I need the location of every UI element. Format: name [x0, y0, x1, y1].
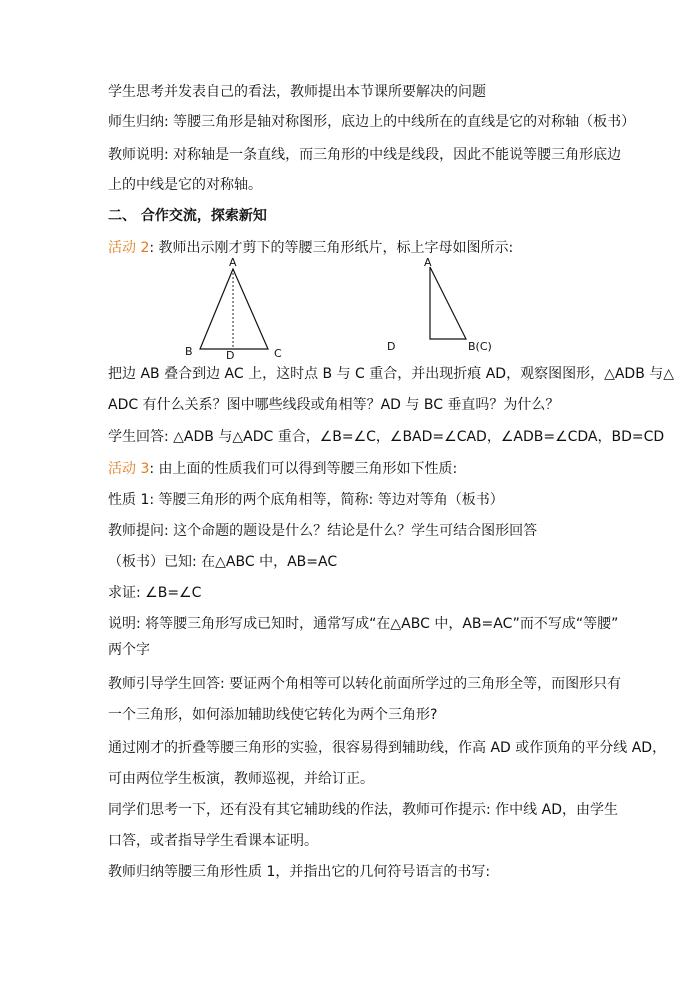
paragraph-line: 一个三角形，如何添加辅助线使它转化为两个三角形? [108, 707, 438, 723]
activity-3-line [108, 459, 457, 479]
paragraph-line: 教师引导学生回答: 要证两个角相等可以转化前面所学过的三角形全等，而图形只有 [108, 676, 622, 692]
vertex-label-bc: B(C) [468, 340, 492, 353]
paragraph-line: 学生回答: △ADB 与△ADC 重合，∠B=∠C，∠BAD=∠CAD，∠ADB=∠CDA，BD=CD [108, 429, 665, 445]
paragraph-line: 教师提问: 这个命题的题设是什么？结论是什么？学生可结合图形回答 [108, 523, 538, 539]
paragraph-line: 可由两位学生板演，教师巡视，并给订正。 [108, 771, 374, 787]
paragraph-line: 说明: 将等腰三角形写成已知时，通常写成“在△ABC 中，AB=AC”而不写成“等腰” [108, 616, 619, 632]
paragraph-line: 通过刚才的折叠等腰三角形的实验，很容易得到辅助线，作高 AD 或作顶角的平分线 AD， [108, 740, 667, 756]
paragraph-line: ADC 有什么关系？图中哪些线段或角相等？AD 与 BC 垂直吗？为什么？ [108, 397, 560, 413]
paragraph-line: 同学们思考一下，还有没有其它辅助线的作法，教师可作提示: 作中线 AD，由学生 [108, 802, 618, 818]
folded-triangle-shape [430, 267, 466, 339]
paragraph-line: （板书）已知: 在△ABC 中，AB=AC [108, 554, 338, 570]
paragraph-line: 上的中线是它的对称轴。 [108, 177, 262, 193]
paragraph-line: 两个字 [108, 642, 150, 658]
point-label-d: D [387, 340, 396, 353]
activity-3-label: 活动 3 [108, 461, 150, 477]
section-heading: 二、 合作交流，探索新知 [108, 208, 267, 224]
activity-2-text: : 教师出示刚才剪下的等腰三角形纸片，标上字母如图所示: [149, 240, 514, 256]
vertex-label-a: A [229, 256, 237, 269]
triangle-abc-shape [200, 269, 268, 349]
vertex-label-a: A [424, 256, 432, 269]
paragraph-line: 学生思考并发表自己的看法，教师提出本节课所要解决的问题 [108, 84, 486, 100]
vertex-label-b: B [185, 345, 193, 358]
isosceles-triangle-figure [180, 256, 290, 362]
paragraph-line: 求证: ∠B=∠C [108, 585, 202, 601]
folded-triangle-figure [382, 254, 522, 360]
paragraph-line: 把边 AB 叠合到边 AC 上，这时点 B 与 C 重合，并出现折痕 AD，观察图图形，△ADB 与△ [108, 366, 675, 382]
paragraph-line: 教师说明: 对称轴是一条直线，而三角形的中线是线段，因此不能说等腰三角形底边 [108, 147, 622, 163]
vertex-label-c: C [274, 347, 282, 360]
point-label-d: D [226, 349, 235, 362]
activity-3-text: : 由上面的性质我们可以得到等腰三角形如下性质: [149, 461, 458, 477]
paragraph-line: 教师归纳等腰三角形性质 1，并指出它的几何符号语言的书写: [108, 864, 491, 880]
activity-2-label: 活动 2 [108, 240, 150, 256]
paragraph-line: 师生归纳: 等腰三角形是轴对称图形，底边上的中线所在的直线是它的对称轴（板书） [108, 114, 636, 130]
paragraph-line: 口答，或者指导学生看课本证明。 [108, 833, 318, 849]
paragraph-line: 性质 1: 等腰三角形的两个底角相等，简称: 等边对等角（板书） [108, 492, 504, 508]
